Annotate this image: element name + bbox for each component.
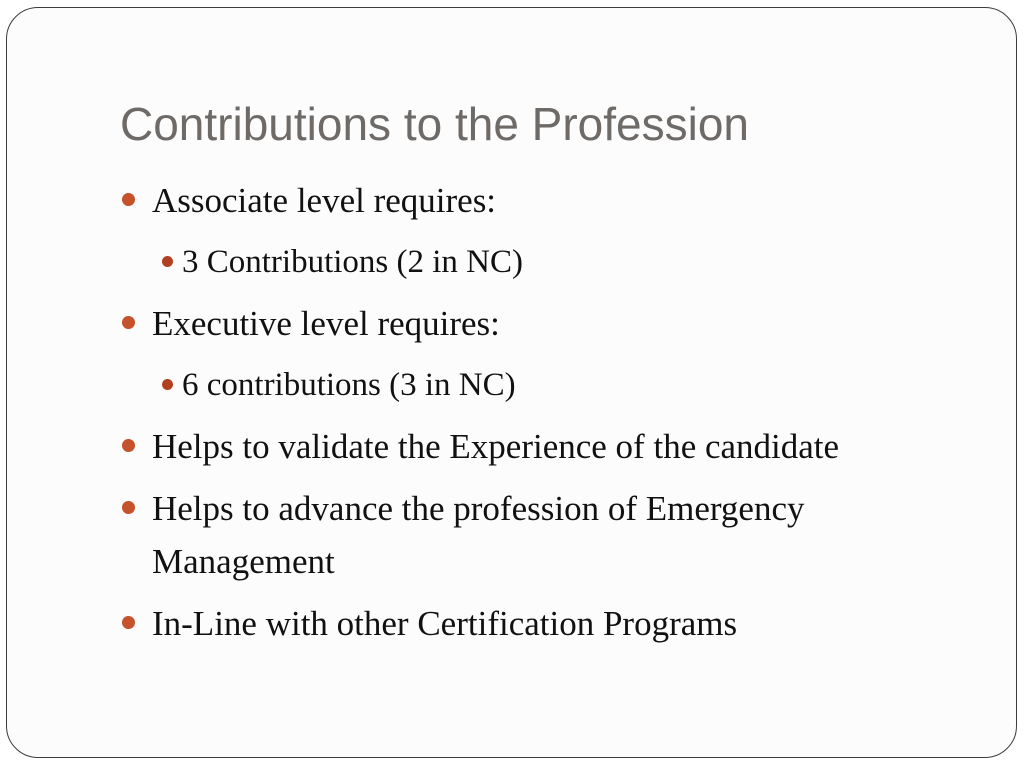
- slide-title: Contributions to the Profession: [120, 98, 750, 150]
- bullet-text: Executive level requires:: [152, 304, 500, 343]
- bullet-text: In-Line with other Certification Programs: [152, 604, 738, 643]
- bullet-executive-level: [120, 297, 990, 350]
- bullet-validate-experience: [120, 420, 990, 473]
- bullet-text: 3 Contributions (2 in NC): [182, 244, 524, 280]
- bullet-list: [120, 174, 990, 659]
- slide-frame: [6, 7, 1017, 758]
- bullet-certification-programs: [120, 597, 990, 650]
- bullet-text: Helps to validate the Experience of the candidate: [152, 427, 840, 466]
- circle-bullet-icon: [122, 501, 135, 514]
- circle-bullet-icon: [162, 256, 173, 267]
- bullet-associate-level: [120, 174, 990, 227]
- circle-bullet-icon: [162, 379, 173, 390]
- sub-bullet-associate-contributions: [150, 236, 990, 288]
- bullet-text: 6 contributions (3 in NC): [182, 367, 516, 403]
- sub-bullet-executive-contributions: [150, 359, 990, 411]
- circle-bullet-icon: [122, 616, 135, 629]
- bullet-text: Associate level requires:: [152, 181, 497, 220]
- circle-bullet-icon: [122, 439, 135, 452]
- circle-bullet-icon: [122, 316, 135, 329]
- bullet-text: Helps to advance the profession of Emergency Management: [152, 489, 805, 581]
- bullet-advance-profession: [120, 482, 990, 588]
- circle-bullet-icon: [122, 193, 135, 206]
